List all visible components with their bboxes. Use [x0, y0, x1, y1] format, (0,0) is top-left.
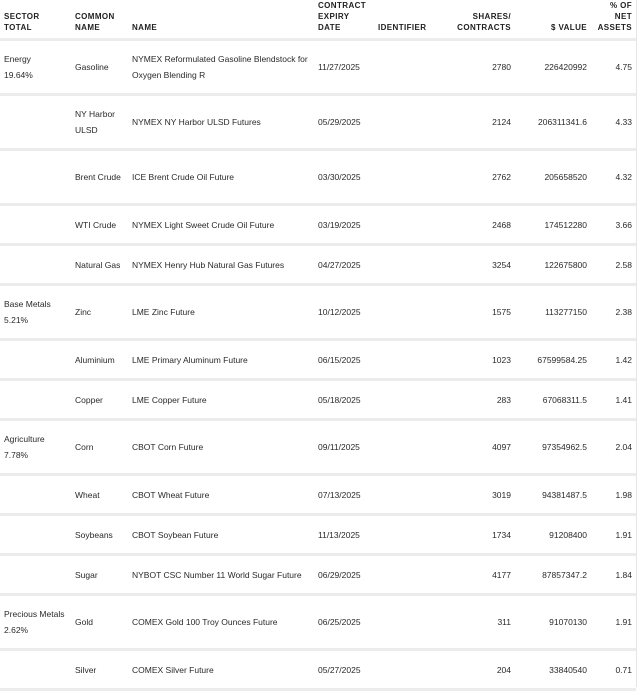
pct-net-assets-cell: 1.98	[591, 475, 636, 515]
name-cell: CBOT Soybean Future	[128, 515, 314, 555]
shares-cell: 4097	[441, 420, 515, 475]
value-cell: 91070130	[515, 595, 591, 650]
common-name-cell: WTI Crude	[71, 205, 128, 245]
identifier-cell	[374, 285, 441, 340]
expiry-date-cell: 07/13/2025	[314, 475, 374, 515]
table-row	[0, 475, 636, 515]
identifier-cell	[374, 555, 441, 595]
table-row	[0, 245, 636, 285]
expiry-date-cell: 04/27/2025	[314, 245, 374, 285]
shares-cell: 2780	[441, 40, 515, 95]
sector-name: Precious Metals	[4, 609, 65, 619]
table-row	[0, 40, 636, 95]
sector-percent: 2.62%	[4, 625, 29, 635]
sector-cell	[0, 515, 71, 555]
expiry-date-cell: 03/30/2025	[314, 150, 374, 205]
common-name-cell: NY Harbor ULSD	[71, 95, 128, 150]
pct-net-assets-cell: 1.41	[591, 380, 636, 420]
header-pct-net-assets: % OF NET ASSETS	[597, 1, 632, 32]
common-name-cell: Copper	[71, 380, 128, 420]
name-cell: NYMEX Henry Hub Natural Gas Futures	[128, 245, 314, 285]
name-cell: COMEX Silver Future	[128, 650, 314, 690]
shares-cell: 1023	[441, 340, 515, 380]
pct-net-assets-cell: 4.32	[591, 150, 636, 205]
common-name-cell: Natural Gas	[71, 245, 128, 285]
table-row	[0, 150, 636, 205]
expiry-date-cell: 06/25/2025	[314, 595, 374, 650]
shares-cell: 311	[441, 595, 515, 650]
table-header-row	[0, 0, 636, 40]
sector-cell	[0, 340, 71, 380]
table-row	[0, 595, 636, 650]
value-cell: 87857347.2	[515, 555, 591, 595]
table-row	[0, 285, 636, 340]
sector-cell	[0, 245, 71, 285]
header-contract-expiry-date: CONTRACT EXPIRY DATE	[318, 1, 367, 32]
pct-net-assets-cell: 4.33	[591, 95, 636, 150]
value-cell: 226420992	[515, 40, 591, 95]
common-name-cell: Gasoline	[71, 40, 128, 95]
shares-cell: 2468	[441, 205, 515, 245]
sector-percent: 5.21%	[4, 315, 29, 325]
shares-cell: 3019	[441, 475, 515, 515]
expiry-date-cell: 05/27/2025	[314, 650, 374, 690]
identifier-cell	[374, 40, 441, 95]
table-row	[0, 205, 636, 245]
name-cell: LME Zinc Future	[128, 285, 314, 340]
table-row	[0, 95, 636, 150]
sector-cell	[0, 205, 71, 245]
identifier-cell	[374, 595, 441, 650]
table-row	[0, 420, 636, 475]
identifier-cell	[374, 340, 441, 380]
header-name: NAME	[132, 23, 158, 32]
expiry-date-cell: 10/12/2025	[314, 285, 374, 340]
expiry-date-cell: 09/11/2025	[314, 420, 374, 475]
value-cell: 205658520	[515, 150, 591, 205]
pct-net-assets-cell: 4.75	[591, 40, 636, 95]
identifier-cell	[374, 420, 441, 475]
sector-name: Base Metals	[4, 299, 51, 309]
common-name-cell: Zinc	[71, 285, 128, 340]
value-cell: 97354962.5	[515, 420, 591, 475]
sector-cell	[0, 420, 71, 475]
sector-cell	[0, 555, 71, 595]
value-cell: 206311341.6	[515, 95, 591, 150]
name-cell: CBOT Corn Future	[128, 420, 314, 475]
table-row	[0, 650, 636, 690]
name-cell: CBOT Wheat Future	[128, 475, 314, 515]
name-cell: NYMEX Reformulated Gasoline Blendstock for Oxygen Blending R	[128, 40, 314, 95]
pct-net-assets-cell: 0.71	[591, 650, 636, 690]
identifier-cell	[374, 650, 441, 690]
pct-net-assets-cell: 1.91	[591, 515, 636, 555]
identifier-cell	[374, 515, 441, 555]
pct-net-assets-cell: 1.84	[591, 555, 636, 595]
table-row	[0, 555, 636, 595]
shares-cell: 283	[441, 380, 515, 420]
identifier-cell	[374, 245, 441, 285]
common-name-cell: Brent Crude	[71, 150, 128, 205]
common-name-cell: Aluminium	[71, 340, 128, 380]
name-cell: NYBOT CSC Number 11 World Sugar Future	[128, 555, 314, 595]
pct-net-assets-cell: 1.42	[591, 340, 636, 380]
expiry-date-cell: 11/13/2025	[314, 515, 374, 555]
value-cell: 91208400	[515, 515, 591, 555]
pct-net-assets-cell: 2.04	[591, 420, 636, 475]
sector-name: Agriculture	[4, 434, 45, 444]
sector-cell	[0, 380, 71, 420]
sector-name: Energy	[4, 54, 31, 64]
name-cell: LME Primary Aluminum Future	[128, 340, 314, 380]
value-cell: 122675800	[515, 245, 591, 285]
expiry-date-cell: 06/15/2025	[314, 340, 374, 380]
table-row	[0, 380, 636, 420]
table-row	[0, 340, 636, 380]
name-cell: NYMEX NY Harbor ULSD Futures	[128, 95, 314, 150]
expiry-date-cell: 11/27/2025	[314, 40, 374, 95]
shares-cell: 1734	[441, 515, 515, 555]
value-cell: 67068311.5	[515, 380, 591, 420]
identifier-cell	[374, 150, 441, 205]
expiry-date-cell: 05/29/2025	[314, 95, 374, 150]
expiry-date-cell: 03/19/2025	[314, 205, 374, 245]
sector-cell	[0, 40, 71, 95]
pct-net-assets-cell: 2.58	[591, 245, 636, 285]
value-cell: 67599584.25	[515, 340, 591, 380]
name-cell: COMEX Gold 100 Troy Ounces Future	[128, 595, 314, 650]
sector-cell	[0, 150, 71, 205]
common-name-cell: Silver	[71, 650, 128, 690]
sector-cell	[0, 285, 71, 340]
sector-cell	[0, 650, 71, 690]
value-cell: 94381487.5	[515, 475, 591, 515]
header-common-name: COMMON NAME	[75, 12, 115, 32]
shares-cell: 2762	[441, 150, 515, 205]
shares-cell: 204	[441, 650, 515, 690]
table-row	[0, 515, 636, 555]
pct-net-assets-cell: 1.91	[591, 595, 636, 650]
header-value: $ VALUE	[551, 23, 587, 32]
name-cell: NYMEX Light Sweet Crude Oil Future	[128, 205, 314, 245]
value-cell: 113277150	[515, 285, 591, 340]
identifier-cell	[374, 205, 441, 245]
sector-cell	[0, 595, 71, 650]
shares-cell: 1575	[441, 285, 515, 340]
common-name-cell: Gold	[71, 595, 128, 650]
sector-percent: 7.78%	[4, 450, 29, 460]
common-name-cell: Corn	[71, 420, 128, 475]
value-cell: 33840540	[515, 650, 591, 690]
sector-cell	[0, 95, 71, 150]
identifier-cell	[374, 380, 441, 420]
sector-cell	[0, 475, 71, 515]
name-cell: LME Copper Future	[128, 380, 314, 420]
expiry-date-cell: 06/29/2025	[314, 555, 374, 595]
expiry-date-cell: 05/18/2025	[314, 380, 374, 420]
value-cell: 174512280	[515, 205, 591, 245]
header-shares-contracts: SHARES/ CONTRACTS	[457, 12, 511, 32]
shares-cell: 2124	[441, 95, 515, 150]
identifier-cell	[374, 95, 441, 150]
sector-percent: 19.64%	[4, 70, 33, 80]
pct-net-assets-cell: 3.66	[591, 205, 636, 245]
common-name-cell: Sugar	[71, 555, 128, 595]
header-sector-total: SECTOR TOTAL	[4, 12, 40, 32]
header-identifier: IDENTIFIER	[378, 23, 427, 32]
common-name-cell: Soybeans	[71, 515, 128, 555]
name-cell: ICE Brent Crude Oil Future	[128, 150, 314, 205]
common-name-cell: Wheat	[71, 475, 128, 515]
pct-net-assets-cell: 2.38	[591, 285, 636, 340]
shares-cell: 4177	[441, 555, 515, 595]
shares-cell: 3254	[441, 245, 515, 285]
identifier-cell	[374, 475, 441, 515]
